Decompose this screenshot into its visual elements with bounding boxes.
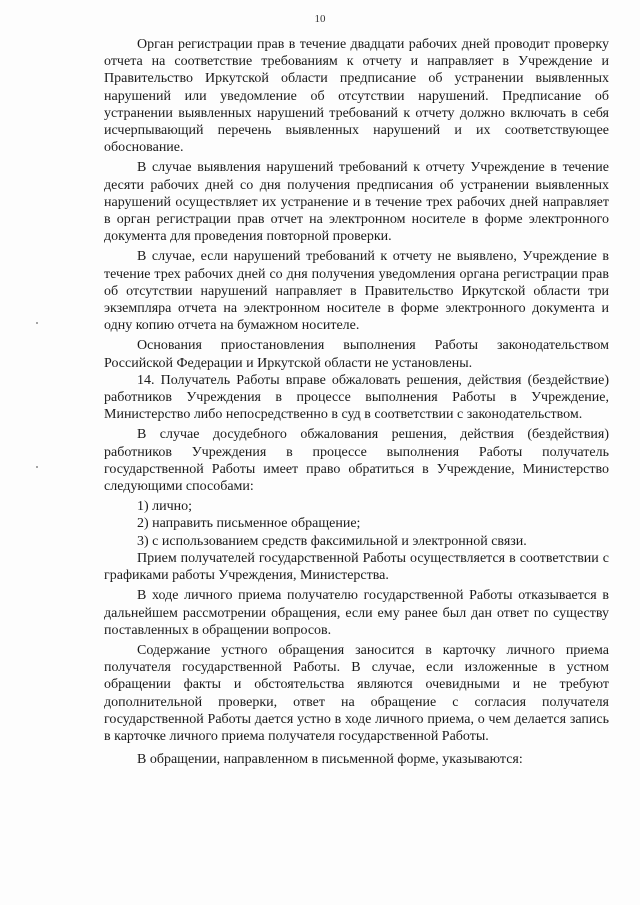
- paragraph-oral-appeal: Содержание устного обращения заносится в карточку личного приема получателя государственной Работы. В случае, если изложенные в устном обращении факты и обстоятельства являются очевидными и не требуют дополнительной проверки, ответ на обращение с согласия получателя государственной Работы дается устно в ходе личного приема, о чем делается запись в карточке личного приема получателя государственной Работы.: [104, 642, 609, 744]
- paragraph-pretrial-appeal: В случае досудебного обжалования решения, действия (бездействия) работников Учреждения в процессе выполнения Работы получатель государственной Работы имеет право обратиться в Учреждение, Министерство следующими способами:: [104, 427, 609, 495]
- scan-speck: [36, 322, 38, 324]
- document-body: [104, 36, 609, 768]
- paragraph-verification: Орган регистрации прав в течение двадцати рабочих дней проводит проверку отчета на соответствие требованиям к отчету и направляет в Учреждение и Правительство Иркутской области предписание об устранении выявленных нарушений или уведомление об отсутствии нарушений. Предписание об устранении выявленных нарушений требований к отчету должно включать в себя исчерпывающий перечень выявленных нарушений и их соответствующее обоснование.: [104, 37, 609, 156]
- list-item-fax-electronic: 3) с использованием средств факсимильной и электронной связи.: [137, 533, 527, 549]
- list-item-written: 2) направить письменное обращение;: [137, 516, 361, 532]
- paragraph-no-violations: В случае, если нарушений требований к отчету не выявлено, Учреждение в течение трех рабочих дней со дня получения уведомления органа регистрации прав об отсутствии нарушений направляет в Правительство Иркутской области три экземпляра отчета на электронном носителе в форме электронного документа и одну копию отчета на бумажном носителе.: [104, 249, 609, 334]
- page-number: 10: [314, 13, 326, 25]
- scan-speck: [36, 466, 38, 468]
- paragraph-suspension-grounds: Основания приостановления выполнения Работы законодательством Российской Федерации и Иркутской области не установлены.: [104, 338, 609, 371]
- paragraph-personal-reception: В ходе личного приема получателю государственной Работы отказывается в дальнейшем рассмотрении обращения, если ему ранее был дан ответ по существу поставленных в обращении вопросов.: [104, 588, 609, 638]
- list-item-in-person: 1) лично;: [137, 499, 193, 515]
- paragraph-reception-schedule: Прием получателей государственной Работы осуществляется в соответствии с графиками работы Учреждения, Министерства.: [104, 550, 609, 584]
- paragraph-written-appeal-intro: В обращении, направленном в письменной форме, указываются:: [137, 752, 523, 768]
- paragraph-appeal-right: 14. Получатель Работы вправе обжаловать решения, действия (бездействие) работников Учреждения в процессе выполнения Работы в Учреждение, Министерство либо непосредственно в суд в соответствии с законодательством.: [104, 372, 609, 423]
- paragraph-violations-found: В случае выявления нарушений требований к отчету Учреждение в течение десяти рабочих дней со дня получения предписания об устранении выявленных нарушений осуществляет их устранение и в течение трех рабочих дней направляет в орган регистрации прав отчет на электронном носителе в форме электронного документа для проведения повторной проверки.: [104, 160, 609, 245]
